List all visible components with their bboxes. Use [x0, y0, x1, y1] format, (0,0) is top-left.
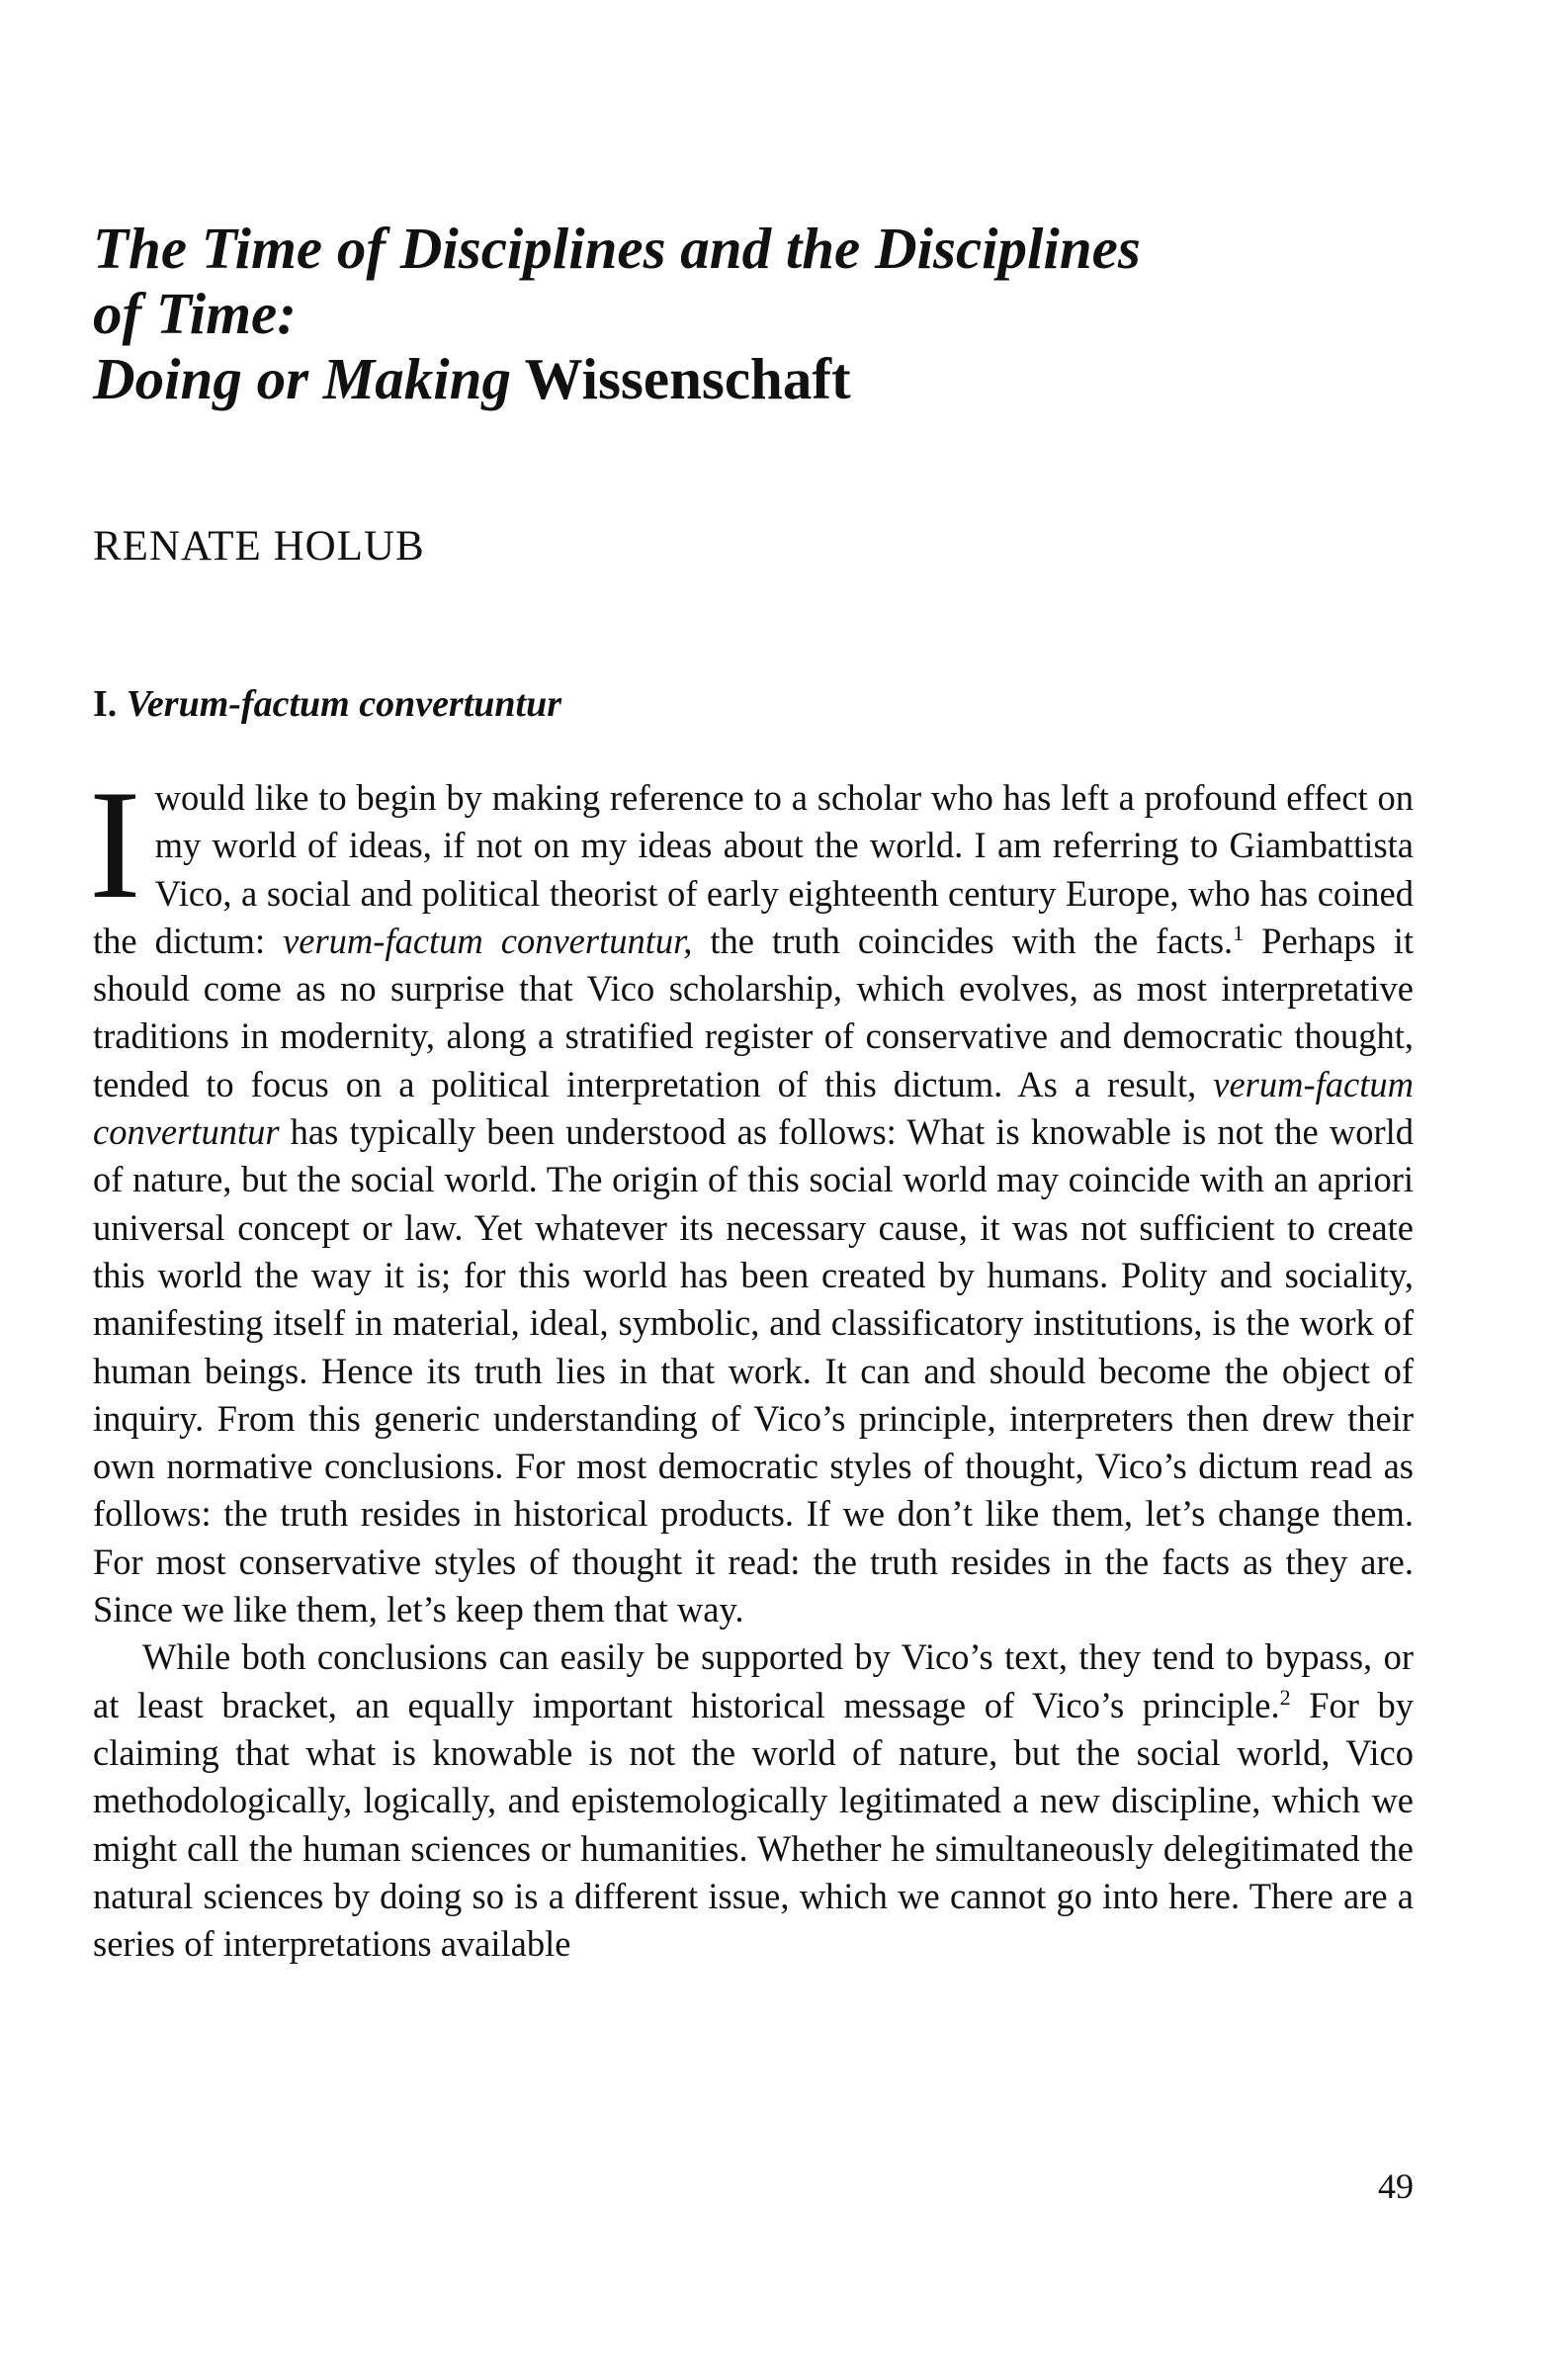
title-line-3-upright: Wissenschaft: [524, 346, 851, 411]
title-line-3-italic: Doing or Making: [93, 346, 511, 411]
paragraph-2-text-a: While both conclusions can easily be supported by Vico’s text, they tend to bypass, or at least bracket, an equally important historical message of Vico’s principle.: [93, 1636, 1414, 1725]
paragraph-2: [93, 1633, 1414, 1968]
paragraph-2-text-b: For by claiming that what is knowable is not the world of nature, but the social world, Vico methodologically, logically, and epistemologically legitimated a new discipline, which we might call the human sciences or humanities. Whether he simultaneously delegitimated the natural sciences by doing so is a different issue, which we cannot go into here. There are a series of interpretations available: [93, 1684, 1414, 1965]
section-title: Verum-factum convertuntur: [126, 683, 562, 725]
section-number: I.: [93, 683, 118, 725]
paragraph-1-text-c: Perhaps it should come as no surprise that Vico scholarship, which evolves, as most interpretative traditions in modernity, along a stratified register of conservative and democratic thought, tended to focus on a political interpretation of this dictum. As a result,: [93, 920, 1414, 1104]
footnote-ref-2[interactable]: 2: [1279, 1684, 1291, 1710]
paragraph-1-text-b: the truth coincides with the facts.: [692, 920, 1234, 961]
section-heading: [93, 682, 561, 726]
drop-cap: I: [89, 758, 141, 931]
footnote-ref-1[interactable]: 1: [1233, 920, 1245, 945]
author-name: RENATE HOLUB: [93, 523, 425, 570]
paragraph-1-italic-a: verum-factum convertuntur,: [283, 920, 693, 961]
paragraph-1-text-d: has typically been understood as follows: What is knowable is not the world of nature, but the social world. The origin of this social world may coincide with an apriori universal concept or law. Yet whatever its necessary cause, it was not sufficient to create this world the way it is; for this world has been created by humans. Polity and sociality, manifesting itself in material, ideal, symbolic, and classificatory institutions, is the work of human beings. Hence its truth lies in that work. It can and should become the object of inquiry. From this generic understanding of Vico’s principle, interpreters then drew their own normative conclusions. For most democratic styles of thought, Vico’s dictum read as follows: the truth resides in historical products. If we don’t like them, let’s change them. For most conservative styles of thought it read: the truth resides in the facts as they are. Since we like them, let’s keep them that way.: [93, 1111, 1414, 1631]
title-line-1: The Time of Disciplines and the Disciplines: [93, 216, 1141, 281]
title-line-2: of Time:: [93, 281, 297, 346]
page-number: 49: [1378, 2166, 1414, 2206]
paragraph-1: [89, 758, 1414, 1633]
title-line-3: [93, 346, 1437, 411]
paragraph-1-italic-b: verum-factum convertuntur: [93, 1063, 1414, 1153]
paragraph-1-text-a: would like to begin by making reference to a scholar who has left a profound effect on my world of ideas, if not on my ideas about the world. I am referring to Giambattista Vico, a social and political theorist of early eighteenth century Europe, who has coined the dictum:: [93, 777, 1414, 961]
body-text: [89, 758, 1414, 1968]
article-title: [93, 216, 1437, 411]
